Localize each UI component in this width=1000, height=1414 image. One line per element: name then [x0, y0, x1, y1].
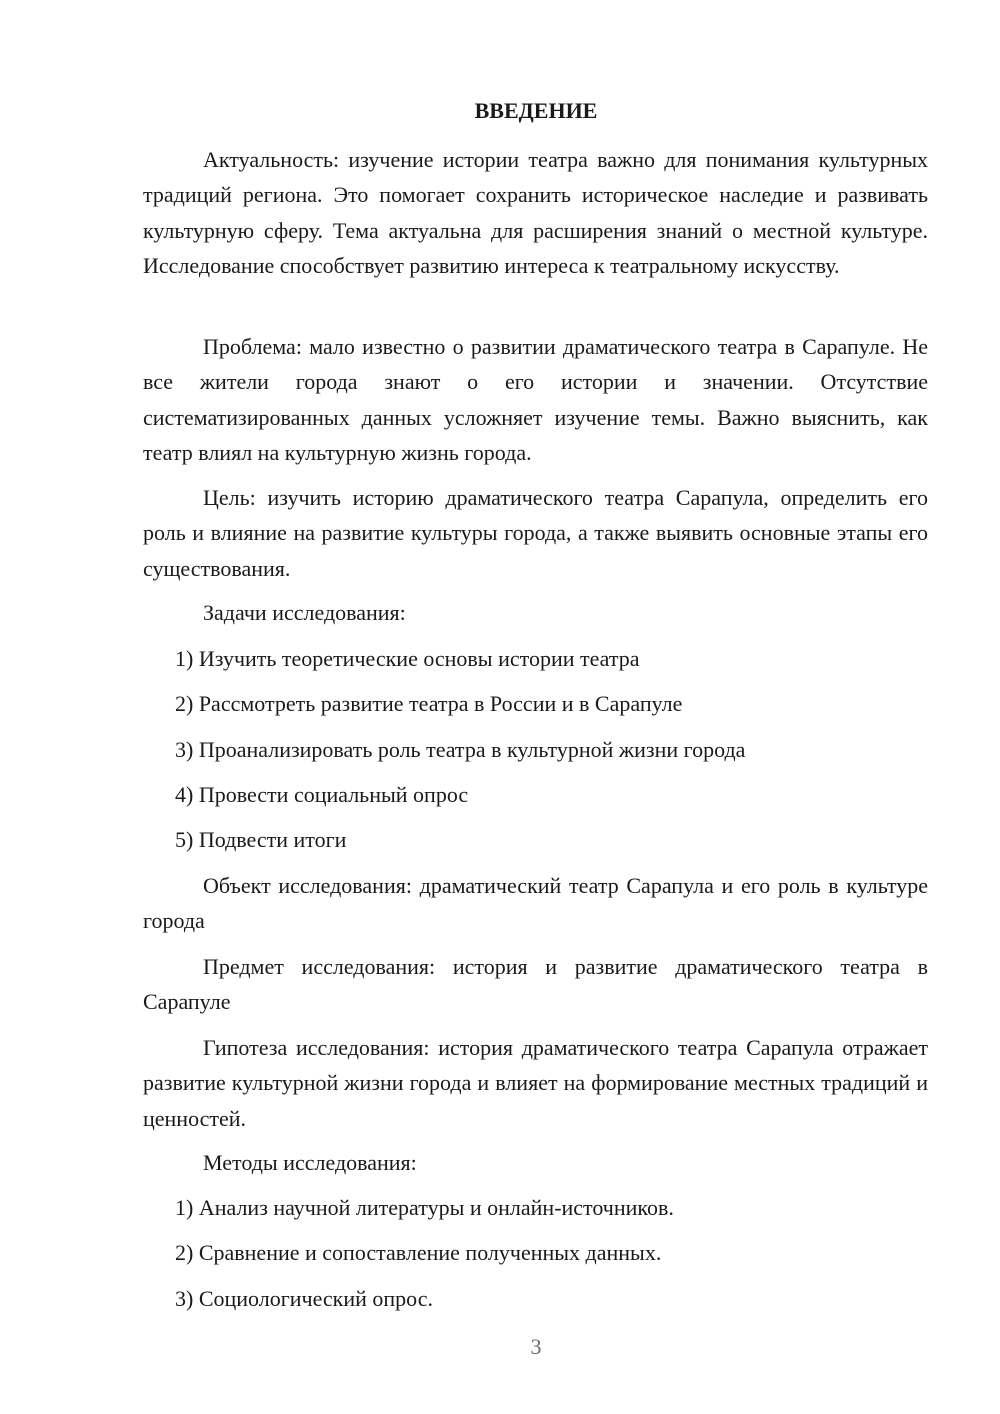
hypothesis-paragraph: Гипотеза исследования: история драматического театра Сарапула отражает развитие культурной жизни города и влияет на формирование местных традиций и ценностей.	[143, 1035, 928, 1131]
section-title: ВВЕДЕНИЕ	[474, 98, 598, 123]
task-item-4: 4) Провести социальный опрос	[175, 782, 469, 807]
method-item-2: 2) Сравнение и сопоставление полученных данных.	[175, 1240, 662, 1265]
relevance-paragraph: Актуальность: изучение истории театра важно для понимания культурных традиций региона. Это помогает сохранить историческое наследие и развивать культурную сферу. Тема актуальна для расширения знаний о местной культуре. Исследование способствует развитию интереса к театральному искусству.	[143, 147, 928, 279]
method-item-1: 1) Анализ научной литературы и онлайн-источников.	[175, 1195, 674, 1220]
object-paragraph: Объект исследования: драматический театр Сарапула и его роль в культуре города	[143, 873, 928, 934]
goal-paragraph: Цель: изучить историю драматического театра Сарапула, определить его роль и влияние на развитие культуры города, а также выявить основные этапы его существования.	[143, 485, 928, 581]
method-item-3: 3) Социологический опрос.	[175, 1286, 433, 1311]
tasks-heading: Задачи исследования:	[203, 600, 406, 625]
problem-paragraph: Проблема: мало известно о развитии драматического театра в Сарапуле. Не все жители города знают о его истории и значении. Отсутствие систематизированных данных усложняет изучение темы. Важно выяснить, как театр влиял на культурную жизнь города.	[143, 334, 928, 466]
methods-heading: Методы исследования:	[203, 1150, 417, 1175]
page-number: 3	[530, 1334, 542, 1359]
task-item-5: 5) Подвести итоги	[175, 827, 347, 852]
task-item-2: 2) Рассмотреть развитие театра в России и в Сарапуле	[175, 691, 683, 716]
task-item-1: 1) Изучить теоретические основы истории театра	[175, 646, 640, 671]
subject-paragraph: Предмет исследования: история и развитие драматического театра в Сарапуле	[143, 954, 928, 1015]
task-item-3: 3) Проанализировать роль театра в культурной жизни города	[175, 737, 746, 762]
